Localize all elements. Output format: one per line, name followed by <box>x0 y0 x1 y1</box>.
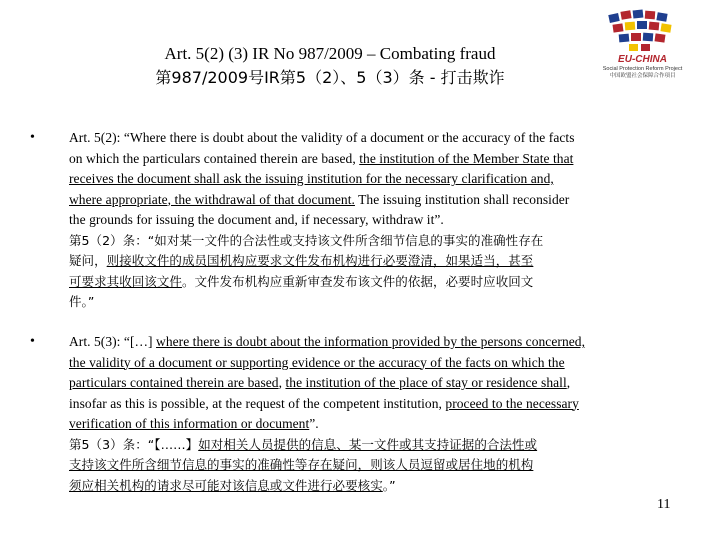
page-number: 11 <box>657 497 671 512</box>
p1-line-4-underlined: where appropriate, the withdrawal of that document. <box>69 191 355 207</box>
p1-line-4-text: The issuing institution shall reconsider <box>354 191 570 207</box>
paragraph-art-5-2 <box>69 128 669 313</box>
logo-name: EU-CHINA <box>618 54 667 65</box>
p1-cn-line-4: 件。” <box>69 294 95 309</box>
title-chinese: 第987/2009号IR第5（2）、5（3）条 - 打击欺诈 <box>155 68 505 87</box>
p1-line-5: the grounds for issuing the document and, if necessary, withdraw it”. <box>69 212 444 227</box>
eu-china-logo <box>595 8 690 98</box>
p2-line-3-underlined-a: particulars contained therein are based <box>69 375 279 390</box>
logo-flag-mosaic-icon <box>595 8 690 56</box>
p1-cn-line-2 <box>69 251 669 272</box>
p1-cn-line-3-text: 。文件发布机构应重新审查发布该文件的依据，必要时应收回文 <box>181 273 534 289</box>
p1-line-1: Art. 5(2): “Where there is doubt about the validity of a document or the accuracy of the facts <box>69 130 575 145</box>
paragraph-art-5-3 <box>69 332 669 496</box>
logo-subtitle-en: Social Protection Reform Project <box>602 66 683 72</box>
p1-line-4 <box>69 190 669 211</box>
bullet-1: • <box>30 130 35 145</box>
p2-line-5 <box>69 414 669 435</box>
p2-line-3-underlined-b: the institution of the place of stay or residence shall <box>285 375 567 390</box>
p1-line-2-underlined: the institution of the Member State that <box>359 150 574 166</box>
p2-cn-line-3-text: 。” <box>382 477 396 493</box>
p2-line-3-sep: , <box>278 375 286 390</box>
p2-line-3-comma: , <box>566 375 571 390</box>
p2-cn-line-1 <box>69 435 669 456</box>
p2-line-5-underlined: verification of this information or document <box>69 416 310 431</box>
p1-cn-line-2-text: 疑问， <box>69 253 107 268</box>
p2-cn-line-3-underlined-a: 须应相关机构的请求尽可能 <box>69 477 220 493</box>
p2-cn-line-2: 支持该文件所含细节信息的事实的准确性等存在疑问，则该人员逗留或居住地的机构 <box>69 457 534 472</box>
p2-line-3 <box>69 373 669 394</box>
p2-line-4-text: insofar as this is possible, at the request of the competent institution, <box>69 395 446 411</box>
p2-line-4 <box>69 394 669 415</box>
p1-line-2-text: on which the particulars contained therein are based, <box>69 150 360 166</box>
p2-cn-line-3 <box>69 476 669 497</box>
p1-line-3: receives the document shall ask the issuing institution for the necessary clarification and, <box>69 171 554 186</box>
p2-line-4-underlined: proceed to the necessary <box>445 395 579 411</box>
p2-cn-line-3-underlined-b: 对该信息或文件进行必要核实 <box>219 477 383 493</box>
p2-cn-line-1-text: 第5（3）条：“【……】 <box>69 436 199 452</box>
logo-subtitle-cn: 中国欧盟社会保障合作项目 <box>609 73 676 79</box>
p2-line-1-underlined: where there is doubt about the information provided by the persons concerned, <box>156 334 586 349</box>
logo-subtitle <box>595 66 690 80</box>
slide-title <box>80 42 580 90</box>
p1-cn-line-1: 第5（2）条：“如对某一文件的合法性或支持该文件所含细节信息的事实的准确性存在 <box>69 232 544 248</box>
p2-line-5-text: ”. <box>309 416 319 431</box>
title-english: Art. 5(2) (3) IR No 987/2009 – Combating fraud <box>164 44 496 63</box>
p2-cn-line-1-underlined: 如对相关人员提供的信息、某一文件或其支持证据的合法性或 <box>198 436 538 452</box>
p1-cn-line-3 <box>69 272 669 293</box>
p1-line-2 <box>69 149 669 170</box>
p2-line-1-text: Art. 5(3): “[…] <box>69 334 157 349</box>
p2-line-2: the validity of a document or supporting evidence or the accuracy of the facts on which the <box>69 354 565 370</box>
p1-cn-line-2-underlined: 则接收文件的成员国机构应要求文件发布机构进行必要澄清，如果适当，甚至 <box>106 253 534 268</box>
bullet-2: • <box>30 334 35 349</box>
p2-line-1 <box>69 332 669 353</box>
p1-cn-line-3-underlined: 可要求其收回该文件 <box>69 273 182 289</box>
